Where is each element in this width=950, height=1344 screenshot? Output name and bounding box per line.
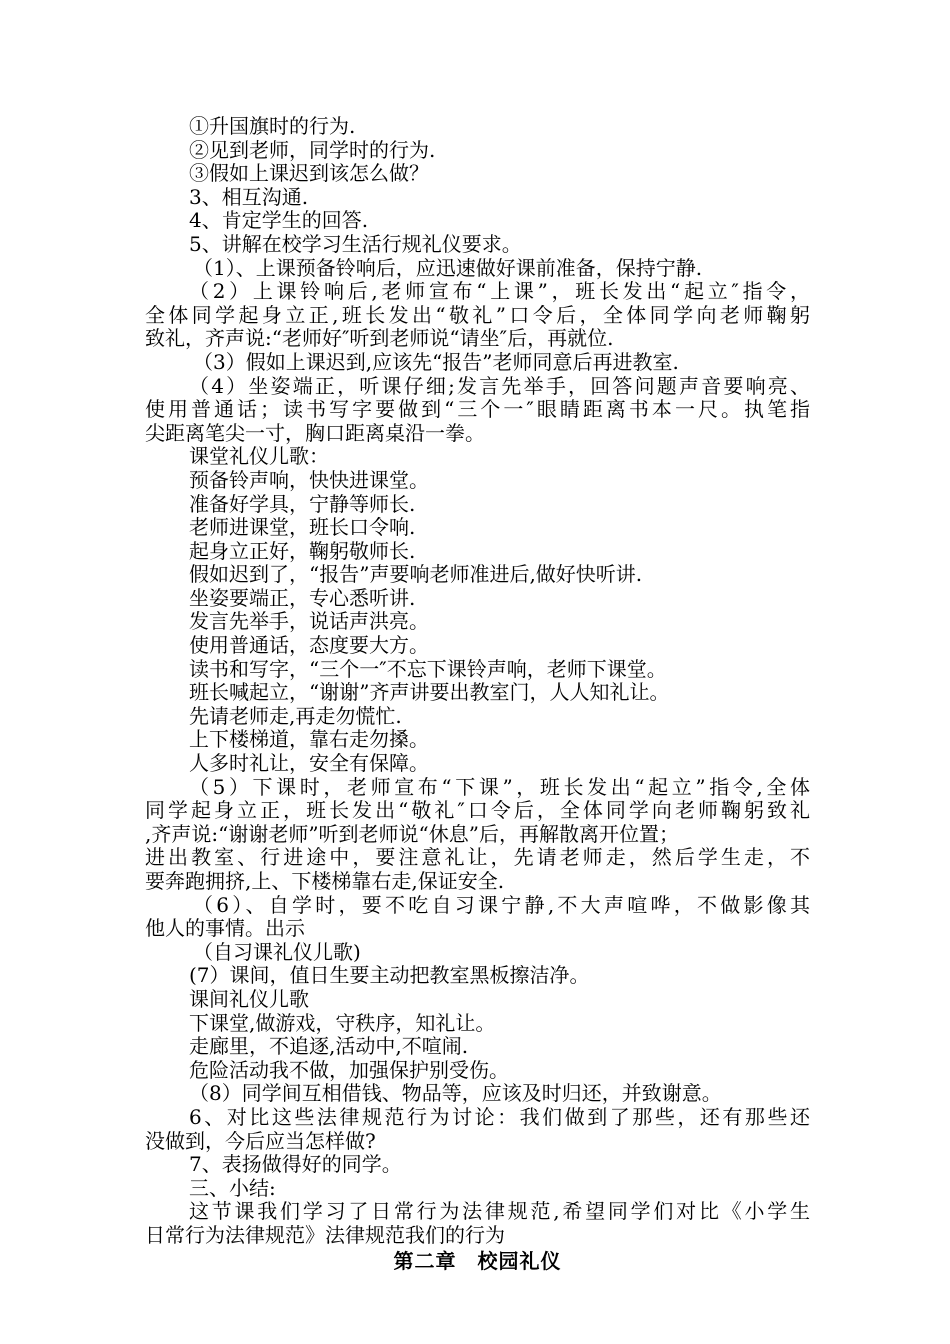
chapter-heading: 第二章 校园礼仪: [393, 1248, 562, 1273]
text-line: 三、小结:: [189, 1175, 276, 1200]
text-line: 班长喊起立，“谢谢”齐声讲要出教室门，人人知礼让。: [189, 680, 670, 705]
text-line: （5）下课时，老师宣布“下课”，班长发出“起立”指令,全体: [189, 775, 810, 799]
text-line: 发言先举手，说话声洪亮。: [189, 609, 429, 634]
text-line: 老师进课堂，班长口令响.: [189, 515, 416, 540]
text-line: 先请老师走,再走勿慌忙.: [189, 703, 402, 728]
text-line: 人多时礼让，安全有保障。: [189, 751, 429, 776]
text-line: ,齐声说:“谢谢老师”听到老师说“休息”后，再解散离开位置；: [145, 821, 679, 846]
text-line: 要奔跑拥挤,上、下楼梯靠右走,保证安全.: [145, 869, 505, 893]
text-line: 坐姿要端正，专心悉听讲.: [189, 585, 416, 610]
document-body: [145, 115, 810, 1274]
text-line: 下课堂,做游戏，守秩序，知礼让。: [189, 1010, 496, 1035]
text-line: 这节课我们学习了日常行为法律规范,希望同学们对比《小学生: [189, 1200, 810, 1224]
text-line: 使用普通话，态度要大方。: [189, 633, 429, 658]
text-line: 上下楼梯道，靠右走勿搡。: [189, 727, 429, 752]
text-line: （1）、上课预备铃响后，应迅速做好课前准备，保持宁静.: [193, 255, 703, 280]
text-line: （3）假如上课迟到,应该先“报告”老师同意后再进教室.: [193, 349, 679, 374]
text-line: 尖距离笔尖一寸，胸口距离桌沿一拳。: [145, 420, 485, 445]
text-line: （4）坐姿端正，听课仔细;发言先举手，回答问题声音要响亮、: [189, 374, 810, 398]
text-line: 4、肯定学生的回答.: [189, 208, 369, 233]
text-line: 课间礼仪儿歌: [189, 986, 309, 1011]
text-line: 全体同学起身立正,班长发出“敬礼”口令后，全体同学向老师鞠躬: [145, 303, 810, 327]
text-line: 7、表扬做得好的同学。: [189, 1152, 402, 1177]
text-line: （2）上课铃响后,老师宣布“上课”，班长发出“起立″指令，: [189, 280, 810, 304]
text-line: ②见到老师，同学时的行为.: [189, 137, 436, 162]
text-line: 致礼，齐声说:“老师好″听到老师说“请坐″后，再就位.: [145, 326, 614, 351]
text-line: 3、相互沟通.: [189, 184, 309, 209]
text-line: （自习课礼仪儿歌): [193, 939, 361, 964]
text-line: ③假如上课迟到该怎么做？: [189, 161, 429, 186]
text-line: （8）同学间互相借钱、物品等，应该及时归还，并致谢意。: [189, 1081, 722, 1106]
text-line: （6）、自学时，要不吃自习课宁静,不大声喧哗，不做影像其: [193, 893, 810, 917]
text-line: ①升国旗时的行为.: [189, 114, 356, 138]
text-line: 5、讲解在校学习生活行规礼仪要求。: [189, 231, 522, 256]
text-line: 他人的事情。出示: [145, 916, 305, 941]
text-line: 日常行为法律规范》法律规范我们的行为: [145, 1222, 505, 1247]
text-line: 预备铃声响，快快进课堂。: [189, 467, 429, 492]
text-line: 准备好学具，宁静等师长.: [189, 491, 416, 516]
text-line: 危险活动我不做，加强保护别受伤。: [189, 1057, 509, 1082]
text-line: 课堂礼仪儿歌：: [189, 444, 329, 469]
text-line: 没做到，今后应当怎样做?: [145, 1128, 376, 1153]
text-line: 使用普通话；读书写字要做到“三个一″眼睛距离书本一尺。执笔指: [145, 398, 810, 422]
text-line: 同学起身立正，班长发出“敬礼″口令后，全体同学向老师鞠躬致礼: [145, 799, 810, 823]
text-line: 走廊里，不追逐,活动中,不喧闹.: [189, 1034, 469, 1059]
text-line: 6、对比这些法律规范行为讨论：我们做到了那些，还有那些还: [189, 1105, 810, 1129]
text-line: 起身立正好，鞠躬敬师长.: [189, 538, 416, 563]
text-line: (7）课间，值日生要主动把教室黑板擦洁净。: [189, 963, 590, 988]
text-line: 读书和写字，“三个一″不忘下课铃声响，老师下课堂。: [189, 656, 667, 681]
text-line: 假如迟到了，“报告”声要响老师准进后,做好快听讲.: [189, 562, 643, 587]
text-line: 进出教室、行进途中，要注意礼让，先请老师走，然后学生走，不: [145, 846, 810, 870]
